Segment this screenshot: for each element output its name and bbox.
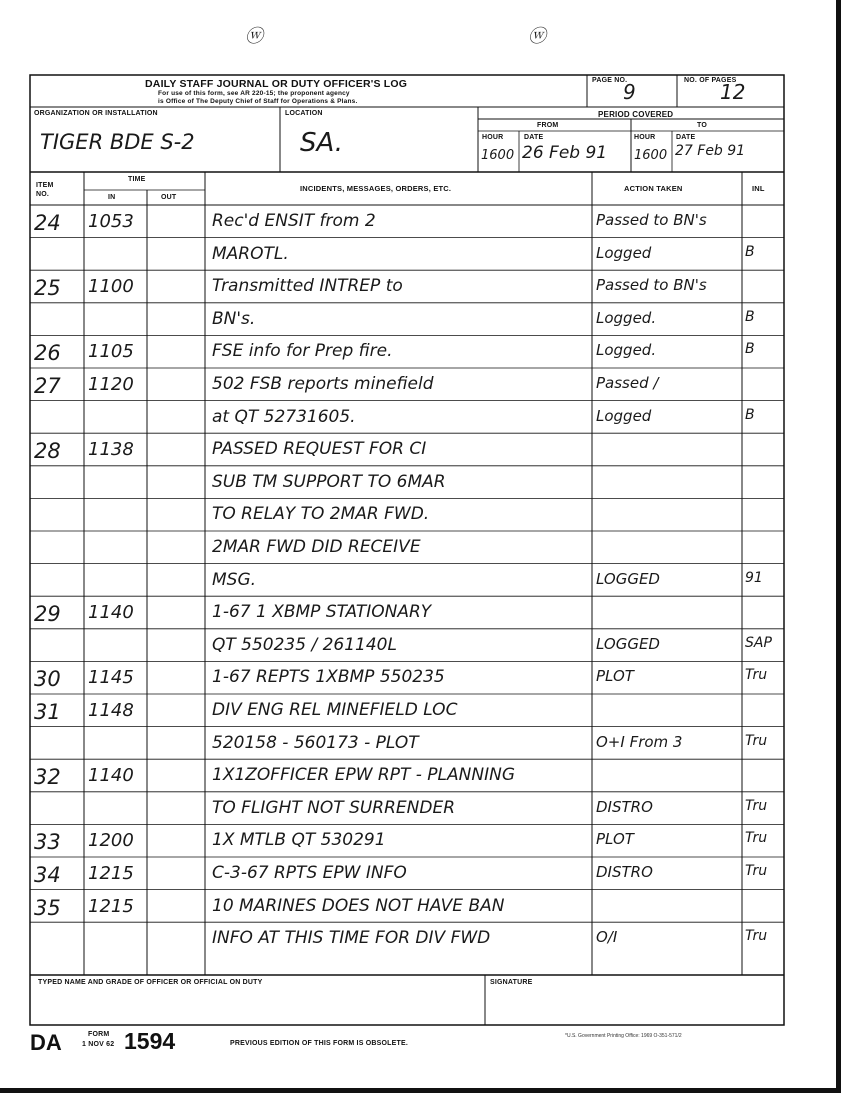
row-initials: B: [745, 308, 755, 325]
row-incident-text: MSG.: [212, 569, 257, 590]
row-item-no: 25: [34, 276, 61, 301]
to-label: TO: [697, 122, 707, 129]
row-time-in: 1200: [88, 830, 134, 852]
row-incident-text: BN's.: [212, 308, 256, 329]
stray-mark-right: ⓦ: [528, 26, 546, 47]
form-title: DAILY STAFF JOURNAL OR DUTY OFFICER'S LOG: [145, 78, 408, 90]
row-action-taken: LOGGED: [596, 569, 660, 588]
row-initials: 91: [745, 569, 763, 586]
row-incident-text: INFO AT THIS TIME FOR DIV FWD: [212, 928, 491, 949]
form-date: 1 NOV 62: [82, 1041, 115, 1048]
col-action: ACTION TAKEN: [624, 184, 683, 193]
form-subtitle-1: For use of this form, see AR 220-15; the proponent agency: [158, 90, 350, 97]
col-item-no: ITEM NO.: [36, 182, 54, 198]
row-action-taken: PLOT: [596, 667, 634, 686]
table-row: [0, 466, 850, 499]
row-incident-text: 520158 - 560173 - PLOT: [212, 732, 419, 753]
row-initials: Tru: [745, 667, 768, 684]
table-row: [0, 629, 850, 662]
col-incidents: INCIDENTS, MESSAGES, ORDERS, ETC.: [300, 184, 452, 193]
row-action-taken: Logged.: [596, 341, 657, 360]
row-incident-text: 1-67 1 XBMP STATIONARY: [212, 602, 432, 623]
row-incident-text: FSE info for Prep fire.: [212, 341, 393, 362]
row-initials: SAP: [745, 634, 772, 651]
row-action-taken: LOGGED: [596, 634, 660, 653]
row-initials: B: [745, 406, 755, 423]
table-row: [0, 596, 850, 629]
table-row: [0, 564, 850, 597]
row-item-no: 28: [34, 439, 61, 464]
row-incident-text: DIV ENG REL MINEFIELD LOC: [212, 700, 458, 720]
page-edge-right: [836, 0, 841, 1092]
row-action-taken: Logged: [596, 406, 652, 425]
to-hour-label: HOUR: [634, 134, 656, 141]
row-item-no: 24: [34, 211, 61, 235]
row-item-no: 29: [34, 602, 61, 627]
table-row: [0, 270, 850, 303]
page-no-value: 9: [623, 80, 636, 104]
table-row: [0, 792, 850, 825]
row-action-taken: O/I: [596, 928, 618, 947]
table-row: [0, 661, 850, 694]
row-time-in: 1100: [88, 276, 134, 298]
row-action-taken: Passed to BN's: [596, 276, 707, 295]
table-row: [0, 531, 850, 564]
gpo-note: *U.S. Government Printing Office: 1969 O-351-571/2: [565, 1033, 682, 1039]
form-subtitle-2: is Office of The Deputy Chief of Staff for Operations & Plans.: [158, 98, 358, 105]
row-time-in: 1053: [88, 211, 134, 232]
from-label: FROM: [537, 122, 559, 129]
row-item-no: 32: [34, 765, 61, 790]
row-incident-text: QT 550235 / 261140L: [212, 634, 397, 655]
row-time-in: 1148: [88, 700, 134, 721]
row-incident-text: 1-67 REPTS 1XBMP 550235: [212, 667, 445, 688]
row-initials: Tru: [745, 797, 768, 814]
table-row: [0, 238, 850, 271]
from-date-label: DATE: [524, 134, 544, 141]
row-action-taken: Logged: [596, 243, 652, 262]
table-row: [0, 890, 850, 923]
stray-mark-left: ⓦ: [245, 26, 263, 47]
row-action-taken: Logged.: [596, 308, 657, 327]
organization-value: TIGER BDE S-2: [40, 130, 195, 154]
row-initials: Tru: [745, 928, 768, 945]
table-row: [0, 401, 850, 434]
row-action-taken: O+I From 3: [596, 732, 683, 751]
row-time-in: 1215: [88, 895, 134, 917]
row-action-taken: Passed to BN's: [596, 211, 707, 229]
row-action-taken: PLOT: [596, 830, 634, 849]
col-time: TIME: [128, 176, 146, 183]
to-date-value: 27 Feb 91: [675, 143, 746, 159]
col-inl: INL: [752, 184, 765, 193]
location-value: SA.: [300, 128, 344, 158]
row-time-in: 1105: [88, 341, 134, 363]
row-incident-text: TO FLIGHT NOT SURRENDER: [212, 797, 456, 818]
previous-edition-note: PREVIOUS EDITION OF THIS FORM IS OBSOLETE.: [230, 1040, 408, 1047]
row-incident-text: at QT 52731605.: [212, 406, 356, 427]
table-row: [0, 857, 850, 890]
organization-label: ORGANIZATION OR INSTALLATION: [34, 110, 158, 117]
row-item-no: 30: [34, 667, 61, 692]
row-initials: B: [745, 341, 755, 358]
location-label: LOCATION: [285, 110, 323, 117]
no-of-pages-value: 12: [720, 80, 746, 104]
table-row: [0, 335, 850, 368]
row-time-in: 1215: [88, 863, 134, 884]
row-initials: Tru: [745, 830, 768, 847]
row-incident-text: 502 FSB reports minefield: [212, 374, 434, 394]
from-date-value: 26 Feb 91: [522, 143, 608, 163]
signature-label: SIGNATURE: [490, 979, 533, 986]
row-incident-text: C-3-67 RPTS EPW INFO: [212, 863, 407, 883]
col-in: IN: [108, 194, 116, 201]
table-row: [0, 694, 850, 727]
row-incident-text: MAROTL.: [212, 243, 289, 264]
row-item-no: 34: [34, 863, 61, 887]
row-incident-text: TO RELAY TO 2MAR FWD.: [212, 504, 430, 525]
page-edge-bottom: [0, 1088, 841, 1093]
no-of-pages-label: NO. OF PAGES: [684, 77, 737, 84]
table-row: [0, 205, 850, 238]
row-item-no: 31: [34, 700, 61, 724]
to-date-label: DATE: [676, 134, 696, 141]
row-time-in: 1145: [88, 667, 134, 689]
row-initials: B: [745, 243, 755, 260]
row-item-no: 33: [34, 830, 61, 855]
table-row: [0, 433, 850, 466]
to-hour-value: 1600: [634, 148, 668, 163]
row-incident-text: SUB TM SUPPORT TO 6MAR: [212, 471, 446, 492]
col-out: OUT: [161, 194, 177, 201]
row-item-no: 27: [34, 374, 61, 398]
row-time-in: 1138: [88, 439, 134, 461]
table-row: [0, 498, 850, 531]
row-action-taken: DISTRO: [596, 797, 653, 816]
form-da: DA: [30, 1030, 62, 1055]
row-incident-text: 1X1ZOFFICER EPW RPT - PLANNING: [212, 765, 515, 786]
row-item-no: 35: [34, 895, 61, 920]
row-initials: Tru: [745, 863, 768, 879]
from-hour-value: 1600: [481, 148, 515, 163]
from-hour-label: HOUR: [482, 134, 504, 141]
table-row: [0, 368, 850, 401]
row-incident-text: 10 MARINES DOES NOT HAVE BAN: [212, 895, 505, 916]
page-no-label: PAGE NO.: [592, 77, 628, 84]
period-covered-label: PERIOD COVERED: [598, 110, 674, 119]
row-action-taken: Passed /: [596, 374, 659, 392]
typed-name-label: TYPED NAME AND GRADE OF OFFICER OR OFFICIAL ON DUTY: [38, 979, 263, 986]
row-incident-text: Transmitted INTREP to: [212, 276, 403, 297]
row-incident-text: 2MAR FWD DID RECEIVE: [212, 537, 421, 557]
table-row: [0, 922, 850, 955]
row-incident-text: 1X MTLB QT 530291: [212, 830, 386, 851]
row-time-in: 1120: [88, 374, 134, 395]
row-action-taken: DISTRO: [596, 863, 653, 881]
row-initials: Tru: [745, 732, 768, 749]
table-row: [0, 727, 850, 760]
table-row: [0, 303, 850, 336]
form-number: 1594: [124, 1028, 176, 1054]
table-row: [0, 759, 850, 792]
form-word: FORM: [88, 1031, 110, 1038]
row-item-no: 26: [34, 341, 61, 366]
row-time-in: 1140: [88, 602, 134, 624]
row-incident-text: PASSED REQUEST FOR CI: [212, 439, 427, 460]
row-incident-text: Rec'd ENSIT from 2: [212, 211, 376, 231]
row-time-in: 1140: [88, 765, 134, 787]
table-row: [0, 824, 850, 857]
